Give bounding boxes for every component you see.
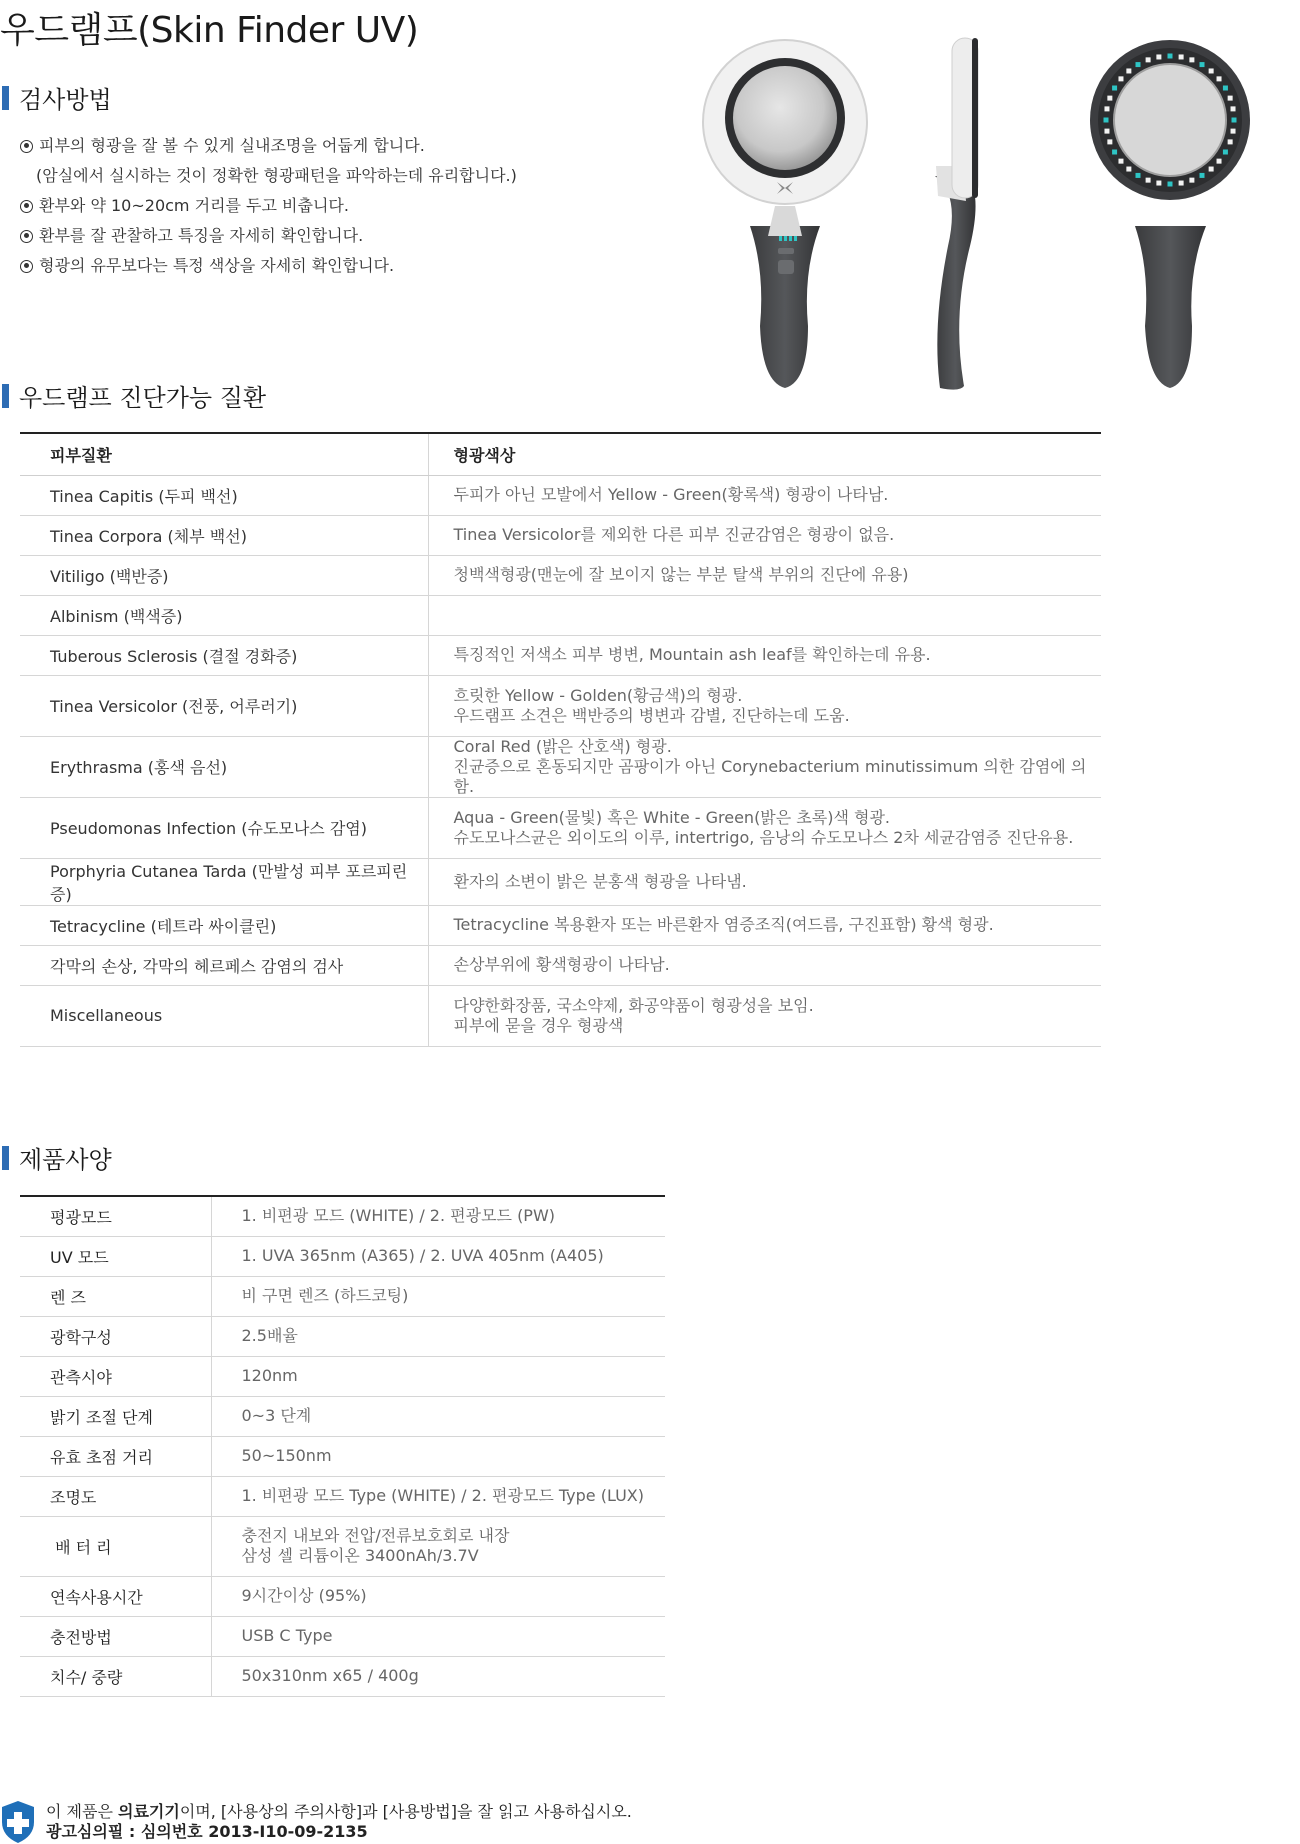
spec-value (211, 1436, 665, 1476)
led-dot (1231, 129, 1236, 134)
spec-key: 연속사용시간 (20, 1576, 211, 1616)
product-back-view (1090, 40, 1250, 388)
spec-table (20, 1195, 665, 1697)
table-row (20, 1276, 665, 1316)
led-dot (1136, 62, 1141, 67)
bullet-icon (20, 230, 33, 243)
method-item (20, 221, 517, 251)
led-dot (1223, 150, 1228, 155)
heading-accent-bar (2, 1146, 9, 1170)
spec-value-line: 120nm (241, 1366, 298, 1385)
table-row (20, 985, 1101, 1046)
spec-value-line: 1. UVA 365nm (A365) / 2. UVA 405nm (A405) (241, 1246, 604, 1265)
spec-value (211, 1616, 665, 1656)
fluorescence-desc (428, 736, 1101, 797)
disease-name: 각막의 손상, 각막의 헤르페스 감염의 검사 (20, 945, 428, 985)
led-dot (1179, 54, 1184, 59)
led-dot (1118, 159, 1123, 164)
table-row (20, 1356, 665, 1396)
fluorescence-line: 특징적인 저색소 피부 병변, Mountain ash leaf를 확인하는데 유용. (453, 645, 931, 664)
table-row (20, 1236, 665, 1276)
spec-key: 배 터 리 (20, 1516, 211, 1576)
product-images (690, 26, 1280, 392)
table-row (20, 1656, 665, 1696)
fluorescence-line: 청백색형광(맨눈에 잘 보이지 않는 부분 탈색 부위의 진단에 유용) (453, 565, 909, 584)
led-dot (1168, 54, 1173, 59)
disease-name: Albinism (백색증) (20, 595, 428, 635)
footer-notice (0, 1800, 632, 1844)
table-row (20, 945, 1101, 985)
method-item (20, 131, 517, 161)
disease-name: Miscellaneous (20, 985, 428, 1046)
table-row (20, 515, 1101, 555)
fluorescence-line: 우드램프 소견은 백반증의 병변과 감별, 진단하는데 도움. (453, 705, 850, 725)
table-row (20, 1396, 665, 1436)
table-row (20, 595, 1101, 635)
bullet-icon (20, 260, 33, 273)
led-dot (1200, 173, 1205, 178)
method-item (20, 251, 517, 281)
led-dot (1146, 178, 1151, 183)
led-dot (1112, 150, 1117, 155)
table-row (20, 555, 1101, 595)
led-dot (1228, 96, 1233, 101)
footer-line-1: 이 제품은 의료기기이며, [사용상의 주의사항]과 [사용방법]을 잘 읽고 사용하십시오. (46, 1802, 632, 1821)
fluorescence-desc (428, 675, 1101, 736)
table-row (20, 858, 1101, 905)
section-heading-label: 우드램프 진단가능 질환 (19, 384, 267, 412)
product-side-view (935, 38, 978, 390)
spec-key: 조명도 (20, 1476, 211, 1516)
fluorescence-desc (428, 515, 1101, 555)
spec-key: 유효 초점 거리 (20, 1436, 211, 1476)
led-dot (1217, 76, 1222, 81)
table-row (20, 475, 1101, 515)
spec-value-line: 1. 비편광 모드 (WHITE) / 2. 편광모드 (PW) (241, 1206, 556, 1226)
disease-name: Tetracycline (테트라 싸이클린) (20, 905, 428, 945)
spec-value-line: USB C Type (241, 1626, 333, 1645)
section-heading-diseases (2, 378, 266, 413)
spec-value-line: 1. 비편광 모드 Type (WHITE) / 2. 편광모드 Type (LUX) (241, 1486, 645, 1505)
table-row (20, 736, 1101, 797)
footer-line-2: 광고심의필 : 심의번호 2013-I10-09-2135 (46, 1822, 368, 1841)
column-header-disease: 피부질환 (20, 433, 428, 475)
method-list (20, 131, 517, 281)
spec-value (211, 1656, 665, 1696)
table-row (20, 1576, 665, 1616)
led-dot (1223, 86, 1228, 91)
disease-name: Tinea Versicolor (전풍, 어루러기) (20, 675, 428, 736)
led-dot (1189, 178, 1194, 183)
spec-value (211, 1316, 665, 1356)
table-row (20, 675, 1101, 736)
disease-name: Pseudomonas Infection (슈도모나스 감염) (20, 797, 428, 858)
fluorescence-line: Aqua - Green(물빛) 혹은 White - Green(밝은 초록)색 형광. (453, 807, 891, 827)
led-dot (1112, 86, 1117, 91)
led-dot (1107, 139, 1112, 144)
disease-name: Tuberous Sclerosis (결절 경화증) (20, 635, 428, 675)
fluorescence-line: 진균증으로 혼동되지만 곰팡이가 아닌 Corynebacterium minutissimum 의한 감염에 의함. (453, 756, 1087, 796)
table-row (20, 1476, 665, 1516)
led-dot (1104, 129, 1109, 134)
fluorescence-desc (428, 985, 1101, 1046)
spec-value (211, 1476, 665, 1516)
disease-name: Erythrasma (홍색 음선) (20, 736, 428, 797)
spec-value-line: 2.5배율 (241, 1326, 298, 1345)
table-row (20, 905, 1101, 945)
spec-key: 충전방법 (20, 1616, 211, 1656)
disease-name: Porphyria Cutanea Tarda (만발성 피부 포르피린증) (20, 858, 428, 905)
led-dot (1156, 181, 1161, 186)
spec-value-line: 0~3 단계 (241, 1406, 312, 1425)
spec-value-line: 50~150nm (241, 1446, 332, 1465)
table-row (20, 1436, 665, 1476)
spec-key: UV 모드 (20, 1236, 211, 1276)
disease-table (20, 432, 1101, 1047)
led-dot (1156, 54, 1161, 59)
disease-name: Tinea Capitis (두피 백선) (20, 475, 428, 515)
section-heading-label: 검사방법 (19, 86, 112, 114)
fluorescence-desc (428, 858, 1101, 905)
spec-value (211, 1236, 665, 1276)
section-heading-method (2, 80, 112, 115)
heading-accent-bar (2, 86, 9, 110)
fluorescence-desc (428, 555, 1101, 595)
fluorescence-desc (428, 797, 1101, 858)
led-dot (1104, 106, 1109, 111)
led-dot (1179, 181, 1184, 186)
spec-key: 치수/ 중량 (20, 1656, 211, 1696)
column-header-fluorescence: 형광색상 (428, 433, 1101, 475)
led-dot (1231, 106, 1236, 111)
disease-name: Vitiligo (백반증) (20, 555, 428, 595)
fluorescence-line: 슈도모나스균은 외이도의 이루, intertrigo, 음낭의 슈도모나스 2차 세균감염증 진단유용. (453, 827, 1074, 847)
product-front-view (703, 40, 867, 388)
spec-key: 광학구성 (20, 1316, 211, 1356)
method-item-text: 환부와 약 10~20cm 거리를 두고 비춥니다. (39, 196, 349, 215)
led-dot (1228, 139, 1233, 144)
led-dot (1126, 68, 1131, 73)
method-item-text: 형광의 유무보다는 특정 색상을 자세히 확인합니다. (39, 256, 395, 275)
spec-value-line: 50x310nm x65 / 400g (241, 1666, 419, 1685)
spec-key: 평광모드 (20, 1196, 211, 1236)
fluorescence-desc (428, 475, 1101, 515)
led-dot (1209, 167, 1214, 172)
table-row (20, 1316, 665, 1356)
led-dot (1107, 96, 1112, 101)
table-row (20, 635, 1101, 675)
led-dot (1168, 182, 1173, 187)
table-row (20, 1616, 665, 1656)
spec-value (211, 1576, 665, 1616)
led-dot (1146, 57, 1151, 62)
fluorescence-line: 피부에 묻을 경우 형광색 (453, 1015, 624, 1035)
heading-accent-bar (2, 384, 9, 408)
table-row (20, 1196, 665, 1236)
medical-shield-icon (0, 1800, 36, 1844)
led-dot (1189, 57, 1194, 62)
fluorescence-line: Tinea Versicolor를 제외한 다른 피부 진균감염은 형광이 없음. (453, 525, 895, 544)
page-title: 우드램프(Skin Finder UV) (0, 10, 419, 51)
method-item-text: 환부를 잘 관찰하고 특징을 자세히 확인합니다. (39, 226, 364, 245)
fluorescence-desc (428, 635, 1101, 675)
fluorescence-desc (428, 595, 1101, 635)
fluorescence-line: 환자의 소변이 밝은 분홍색 형광을 나타냄. (453, 871, 747, 891)
spec-key: 밝기 조절 단계 (20, 1396, 211, 1436)
spec-value-line: 비 구면 렌즈 (하드코팅) (241, 1286, 409, 1305)
bullet-icon (20, 200, 33, 213)
spec-value-line: 삼성 셀 리튬이온 3400nAh/3.7V (241, 1546, 479, 1565)
spec-value (211, 1356, 665, 1396)
spec-value (211, 1396, 665, 1436)
table-row (20, 797, 1101, 858)
table-row (20, 1516, 665, 1576)
led-dot (1217, 159, 1222, 164)
spec-key: 관측시야 (20, 1356, 211, 1396)
fluorescence-line: 손상부위에 황색형광이 나타남. (453, 955, 670, 974)
led-dot (1209, 68, 1214, 73)
section-heading-specs (2, 1140, 112, 1175)
fluorescence-desc (428, 905, 1101, 945)
spec-key: 렌 즈 (20, 1276, 211, 1316)
spec-value-line: 충전지 내보와 전압/전류보호회로 내장 (241, 1526, 510, 1545)
method-item-text: (암실에서 실시하는 것이 정확한 형광패턴을 파악하는데 유리합니다.) (36, 166, 517, 185)
fluorescence-desc (428, 945, 1101, 985)
method-item (20, 161, 517, 191)
spec-value (211, 1276, 665, 1316)
led-dot (1232, 118, 1237, 123)
spec-value (211, 1516, 665, 1576)
led-dot (1136, 173, 1141, 178)
spec-value-line: 9시간이상 (95%) (241, 1586, 367, 1605)
method-item (20, 191, 517, 221)
fluorescence-line: Tetracycline 복용환자 또는 바른환자 염증조직(여드름, 구진표함) 황색 형광. (453, 915, 994, 934)
led-dot (1200, 62, 1205, 67)
led-dot (1118, 76, 1123, 81)
led-dot (1126, 167, 1131, 172)
fluorescence-line: 다양한화장품, 국소약제, 화공약품이 형광성을 보임. (453, 995, 814, 1015)
fluorescence-line: Coral Red (밝은 산호색) 형광. (453, 736, 672, 756)
table-header-row (20, 433, 1101, 475)
disease-name: Tinea Corpora (체부 백선) (20, 515, 428, 555)
led-dot (1104, 118, 1109, 123)
bullet-icon (20, 140, 33, 153)
method-item-text: 피부의 형광을 잘 볼 수 있게 실내조명을 어둡게 합니다. (39, 136, 425, 155)
spec-value (211, 1196, 665, 1236)
fluorescence-line: 두피가 아닌 모발에서 Yellow - Green(황록색) 형광이 나타남. (453, 485, 889, 504)
section-heading-label: 제품사양 (19, 1146, 112, 1174)
fluorescence-line: 흐릿한 Yellow - Golden(황금색)의 형광. (453, 685, 743, 705)
